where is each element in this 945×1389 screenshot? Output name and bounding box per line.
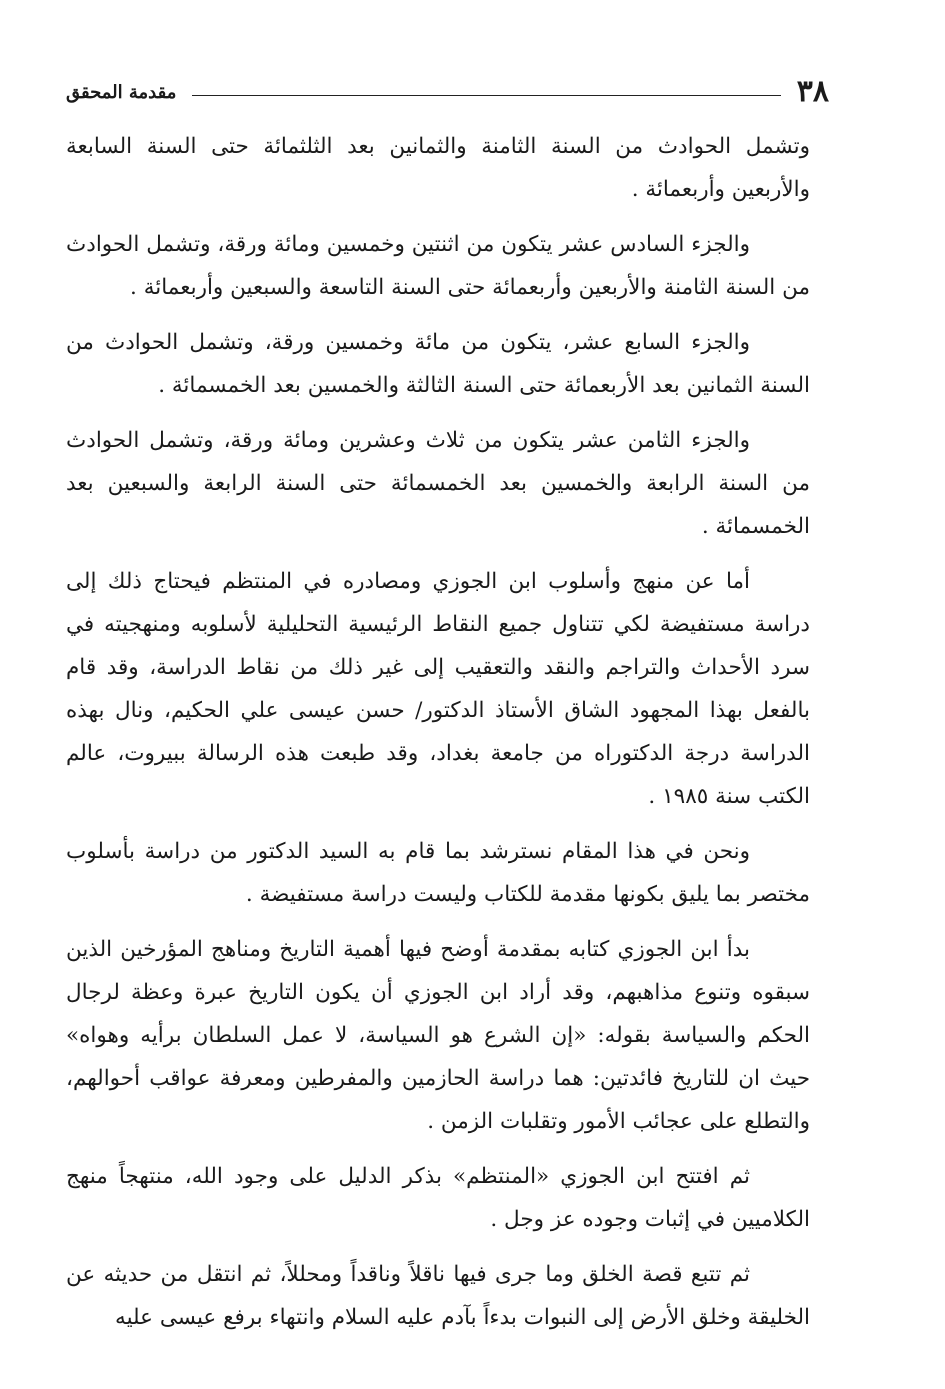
paragraph: ثم تتبع قصة الخلق وما جرى فيها ناقلاً وناقداً ومحللاً، ثم انتقل من حديثه عن الخليقة وخلق الأرض إلى النبوات بدءاً بآدم عليه السلام وانتهاء برفع عيسى عليه — [66, 1262, 810, 1330]
section-title: مقدمة المحقق — [66, 81, 177, 103]
paragraph: والجزء السابع عشر، يتكون من مائة وخمسين ورقة، وتشمل الحوادث من السنة الثمانين بعد الأربعمائة حتى السنة الثالثة والخمسين بعد الخمسمائة . — [66, 330, 810, 398]
paragraph: والجزء الثامن عشر يتكون من ثلاث وعشرين ومائة ورقة، وتشمل الحوادث من السنة الرابعة والخمسين بعد الخمسمائة حتى السنة الرابعة والسبعين بعد الخمسمائة . — [66, 428, 810, 539]
paragraph: بدأ ابن الجوزي كتابه بمقدمة أوضح فيها أهمية التاريخ ومناهج المؤرخين الذين سبقوه وتنوع مذاهبهم، وقد أراد ابن الجوزي أن يكون التاريخ عبرة وعظة لرجال الحكم والسياسة بقوله: «إن الشرع هو السياسة، لا عمل السلطان برأيه وهواه» حيث ان للتاريخ فائدتين: هما دراسة الحازمين والمفرطين ومعرفة عواقب أحوالهم، والتطلع على عجائب الأمور وتقلبات الزمن . — [66, 937, 810, 1134]
header-rule — [192, 95, 780, 96]
paragraph: أما عن منهج وأسلوب ابن الجوزي ومصادره في المنتظم فيحتاج ذلك إلى دراسة مستفيضة لكي تتناول جميع النقاط الرئيسية التحليلية لأسلوبه ومنهجيته في سرد الأحداث والتراجم والنقد والتعقيب إلى غير ذلك من نقاط الدراسة، وقد قام بالفعل بهذا المجهود الشاق الأستاذ الدكتور/ حسن عيسى علي الحكيم، ونال بهذه الدراسة درجة الدكتوراه من جامعة بغداد، وقد طبعت هذه الرسالة ببيروت، عالم الكتب سنة ١٩٨٥ . — [66, 569, 810, 809]
page-number: ٣٨ — [796, 74, 829, 109]
paragraph: والجزء السادس عشر يتكون من اثنتين وخمسين ومائة ورقة، وتشمل الحوادث من السنة الثامنة والأربعين وأربعمائة حتى السنة التاسعة والسبعين وأربعمائة . — [66, 232, 810, 300]
page-body — [66, 125, 810, 1351]
paragraph: وتشمل الحوادث من السنة الثامنة والثمانين بعد الثلثمائة حتى السنة السابعة والأربعين وأربعمائة . — [66, 134, 810, 202]
running-header — [66, 72, 829, 112]
paragraph: ثم افتتح ابن الجوزي «المنتظم» بذكر الدليل على وجود الله، منتهجاً منهج الكلاميين في إثبات وجوده عز وجل . — [66, 1164, 810, 1232]
paragraph: ونحن في هذا المقام نسترشد بما قام به السيد الدكتور من دراسة بأسلوب مختصر بما يليق بكونها مقدمة للكتاب وليست دراسة مستفيضة . — [66, 839, 810, 907]
